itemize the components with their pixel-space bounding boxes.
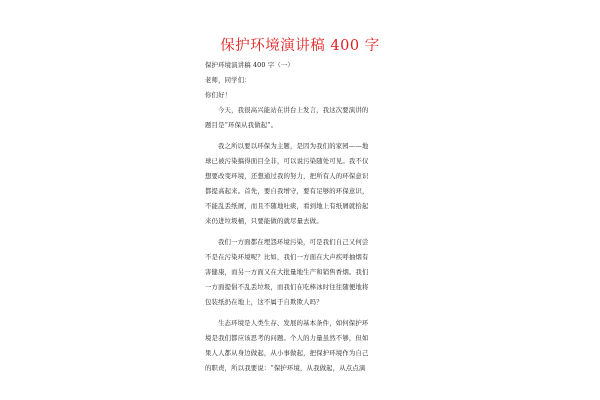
paragraph-line: 今天，我很高兴能站在讲台上发言，我这次要演讲的 [218, 106, 369, 114]
paragraph-line: 不能乱丢纸屑，而且不随地吐痰，看到地上有纸屑就拾起 [205, 202, 369, 210]
paragraph-line: 老师，同学们： [205, 76, 251, 84]
paragraph-line: 题目是“环保从我做起”。 [205, 121, 278, 129]
paragraph-line: 球已被污染搞得面目全非，可以说污染随处可见。我不仅 [205, 157, 369, 165]
paragraph-line: 你们好！ [205, 91, 232, 99]
paragraph-line: 来仍进垃圾桶，只要能做的就尽量去做。 [205, 217, 323, 225]
paragraph-line: 我之所以要以环保为主题，是因为我们的家园——地 [218, 142, 369, 150]
paragraph-line: 不是在污染环境呢？比如，我们一方面在大声疾呼抽烟有 [205, 253, 369, 261]
document-subtitle: 保护环境演讲稿 400 字（一） [205, 61, 294, 69]
paragraph-line: 的职责，所以我要说：“保护环境，从我做起，从点点滴 [205, 364, 366, 372]
paragraph-line: 境是我们都应该思考的问题。个人的力量虽然不够，但如 [205, 334, 369, 342]
paragraph-line: 想要改变环境，还想通过我的努力，把所有人的环保意识 [205, 172, 369, 180]
page-title: 保护环境演讲稿 400 字 [220, 38, 380, 54]
paragraph-line: 都提高起来。首先，要自我增守，要有足够的环保意识， [205, 187, 369, 195]
paragraph-line: 我们一方面都在埋怨环境污染，可是我们自己又何尝 [218, 238, 369, 246]
paragraph-line: 害健康，而另一方面又在大批量地生产和销售香烟。我们 [205, 268, 369, 276]
document-body [205, 58, 405, 376]
paragraph-line: 一方面提倡不乱丢垃圾，而我们在吃棒冰时往往随便地将 [205, 283, 369, 291]
paragraph-line: 包装纸扔在地上，这不属于自欺欺人吗？ [205, 298, 323, 306]
paragraph-line: 生态环境是人类生存、发展的基本条件，如何保护环 [218, 319, 369, 327]
paragraph-line: 果人人都从身边做起，从小事做起，把保护环境作为自己 [205, 349, 369, 357]
